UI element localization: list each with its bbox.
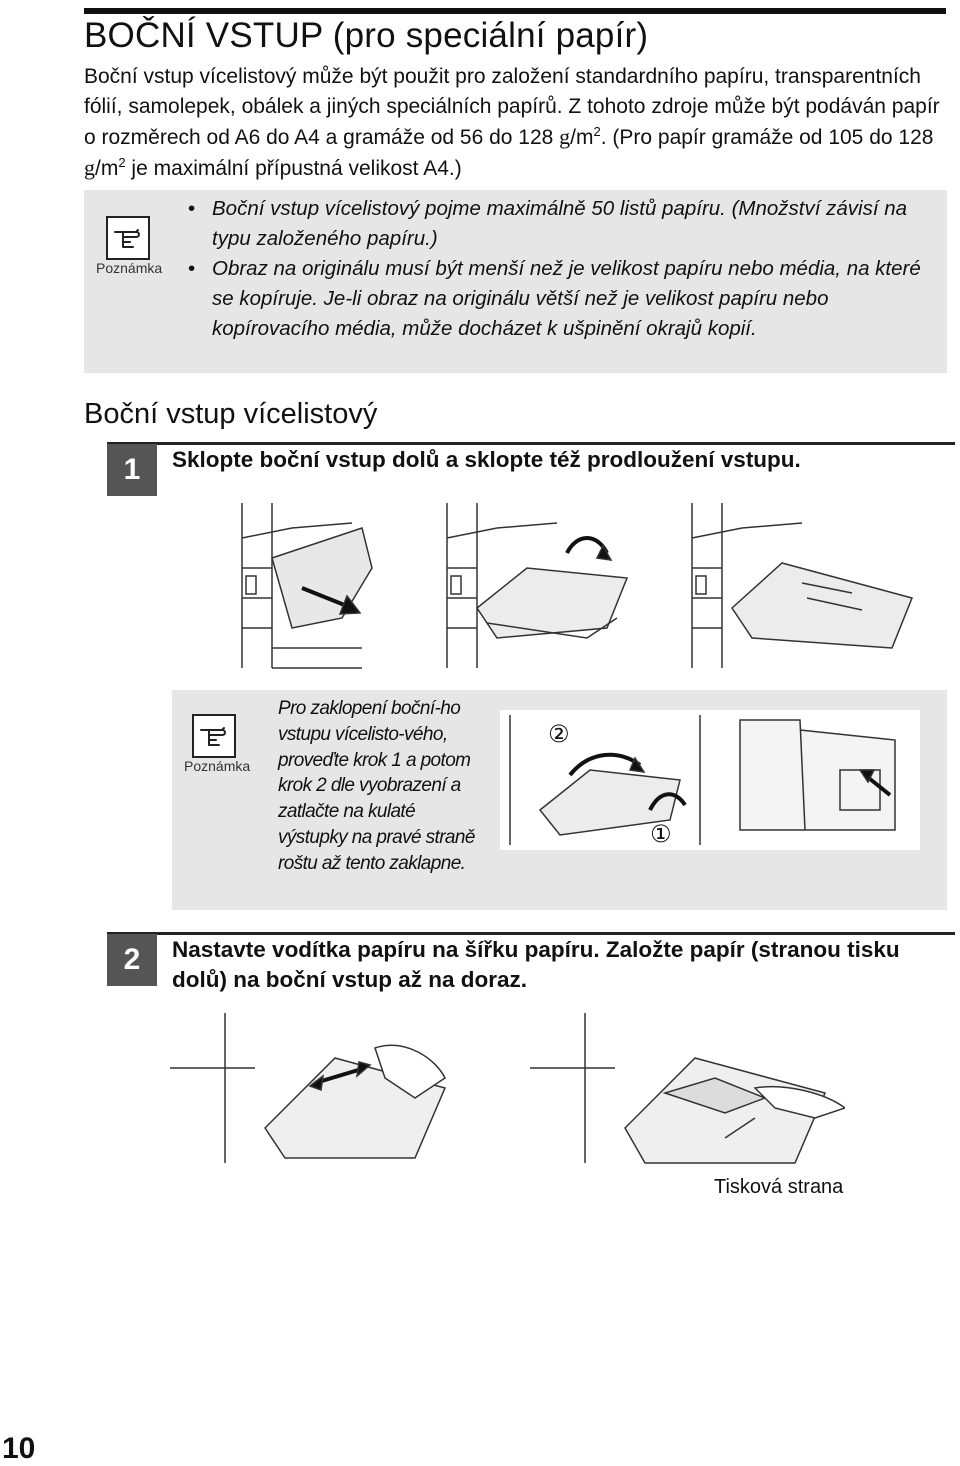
illustration-panel-load — [530, 1013, 845, 1163]
step-number: 2 — [107, 934, 157, 986]
intro-paragraph: Boční vstup vícelistový může být použit pro založení standardního papíru, transparentních fólií, samolepek, obálek a jiných speciálních papírů. Z tohoto zdroje může být podáván papír o rozměrech od A6 do A4 a gramáže od 56 do 128 $g/m^2$. (Pro papír gramáže od 105 do 128 $g/m^2$ je maximální přípustná velikost A4.) — [84, 65, 940, 180]
page-number: 10 — [2, 1432, 36, 1465]
note-list — [184, 194, 934, 344]
illustration-panel-1 — [242, 503, 372, 668]
tray-close-illustration — [500, 710, 920, 850]
step-text: Sklopte boční vstup dolů a sklopte též prodloužení vstupu. — [172, 447, 801, 472]
note-label: Poznámka — [96, 260, 163, 276]
note-label: Poznámka — [184, 758, 251, 774]
paper-guides-illustration — [165, 1008, 845, 1168]
print-side-label: Tisková strana — [714, 1176, 844, 1198]
title-rule — [84, 8, 946, 14]
note-box-general — [84, 190, 947, 373]
step-number: 1 — [107, 444, 157, 496]
page-title: BOČNÍ VSTUP (pro speciální papír) — [84, 16, 649, 55]
marker-2: ② — [548, 720, 570, 748]
tray-open-illustration — [232, 498, 932, 673]
pointing-hand-icon — [192, 714, 236, 758]
section-title: Boční vstup vícelistový — [84, 398, 378, 430]
note-box-closing — [172, 690, 947, 910]
pointing-hand-icon — [106, 216, 150, 260]
step-text: Nastavte vodítka papíru na šířku papíru. Založte papír (stranou tisku dolů) na boční vstup až na doraz. — [172, 937, 900, 992]
list-item: • Boční vstup vícelistový pojme maximálně 50 listů papíru. (Množství závisí na typu založeného papíru.) — [184, 194, 934, 254]
note-closing-text: Pro zaklopení boční-ho vstupu vícelisto-vého, proveďte krok 1 a potom krok 2 dle vyobrazení a zatlačte na kulaté výstupky na pravé straně roštu až tento zaklapne. — [278, 698, 475, 874]
illustration-panel-2 — [447, 503, 627, 668]
illustration-panel-guides — [170, 1013, 445, 1163]
marker-1: ① — [650, 820, 672, 848]
illustration-panel-3 — [692, 503, 912, 668]
list-item: • Obraz na originálu musí být menší než je velikost papíru nebo média, na které se kopíruje. Je-li obraz na originálu větší než je velikost papíru nebo kopírovacího média, může docházet k ušpinění okrajů kopií. — [184, 254, 934, 344]
